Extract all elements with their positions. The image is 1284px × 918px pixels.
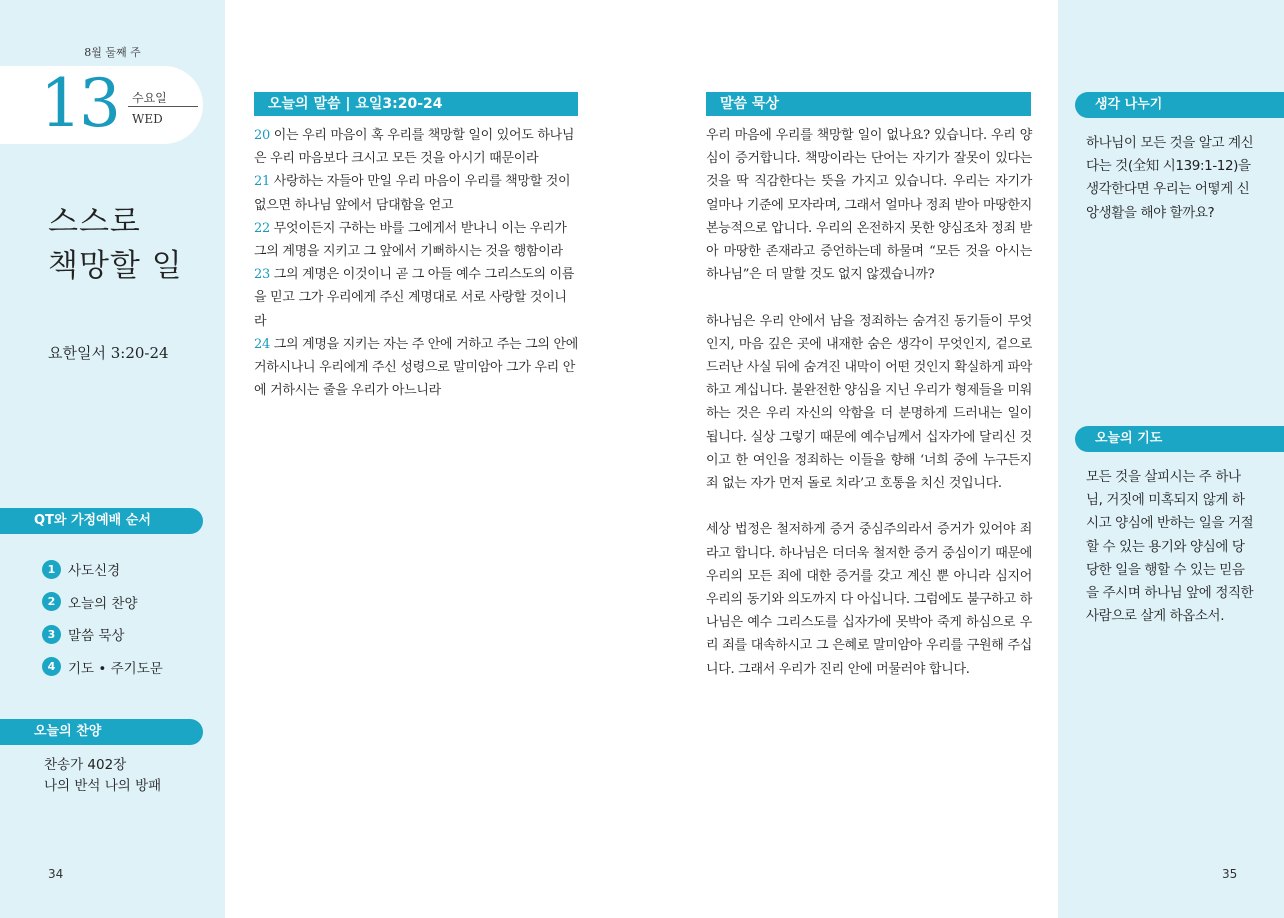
qt-order-list <box>42 553 163 683</box>
step-number-badge: 1 <box>42 560 61 579</box>
step-label: 사도신경 <box>68 563 121 580</box>
verse <box>254 263 578 333</box>
verse-number: 23 <box>254 267 270 283</box>
day-english: WED <box>132 112 163 126</box>
verse-text: 사랑하는 자들아 만일 우리 마음이 우리를 책망할 것이 없으면 하나님 앞에서 담대함을 얻고 <box>254 174 571 213</box>
meditation-body <box>706 124 1032 704</box>
verse <box>254 170 578 216</box>
sharing-question: 하나님이 모든 것을 알고 계신다는 것(全知 시139:1-12)을 생각한다면 우리는 어떻게 신앙생활을 해야 할까요? <box>1086 135 1254 221</box>
verse <box>254 124 578 170</box>
page-number-right: 35 <box>1222 867 1238 881</box>
page-title <box>48 200 218 288</box>
hymn-info <box>44 755 161 797</box>
verse <box>254 333 578 403</box>
title-line-1: 스스로 <box>48 204 141 240</box>
day-korean: 수요일 <box>132 91 167 105</box>
todays-word-heading: 오늘의 말씀 | 요일3:20-24 <box>254 92 578 116</box>
step-label: 오늘의 찬양 <box>68 595 138 612</box>
verse-number: 22 <box>254 220 270 236</box>
prayer-heading: 오늘의 기도 <box>1075 426 1284 452</box>
verse-text: 이는 우리 마음이 혹 우리를 책망할 일이 있어도 하나님은 우리 마음보다 크시고 모든 것을 아시기 때문이라 <box>254 128 575 167</box>
meditation-paragraph: 세상 법정은 철저하게 증거 중심주의라서 증거가 있어야 죄라고 합니다. 하나님은 더더욱 철저한 증거 중심이기 때문에 우리의 모든 죄에 대한 증거를 갖고 계신 뿐 아니라 심지어 우리의 동기와 의도까지 다 아십니다. 그럼에도 불구하고 하나님은 예수 그리스도를 십자가에 못박아 죽게 하심으로 우리 죄를 대속하시고 그 은혜로 말미암아 우리를 구원해 주십니다. 그래서 우리가 진리 안에 머물러야 합니다. <box>706 522 1032 677</box>
date-divider <box>128 106 198 107</box>
hymn-heading: 오늘의 찬양 <box>0 719 203 745</box>
step-number-badge: 3 <box>42 625 61 644</box>
verse-list <box>254 124 578 402</box>
verse-number: 24 <box>254 336 270 352</box>
list-item <box>42 651 163 684</box>
page-number-left: 34 <box>48 867 64 881</box>
step-label: 기도 • 주기도문 <box>68 660 163 677</box>
meditation-heading: 말씀 묵상 <box>706 92 1031 116</box>
step-number-badge: 2 <box>42 592 61 611</box>
verse-number: 21 <box>254 174 270 190</box>
verse-text: 그의 계명은 이것이니 곧 그 아들 예수 그리스도의 이름을 믿고 그가 우리에게 주신 계명대로 서로 사랑할 것이니라 <box>254 267 575 329</box>
list-item <box>42 553 163 586</box>
hymn-number: 찬송가 402장 <box>44 757 127 773</box>
step-number-badge: 4 <box>42 657 61 676</box>
step-label: 말씀 묵상 <box>68 628 125 645</box>
title-line-2: 책망할 일 <box>48 248 183 284</box>
list-item <box>42 586 163 619</box>
prayer-text: 모든 것을 살피시는 주 하나님, 거짓에 미혹되지 않게 하시고 양심에 반하는 일을 거절할 수 있는 용기와 양심에 당당한 일을 행할 수 있는 믿음을 주시며 하나님 앞에 정직한 사람으로 살게 하옵소서. <box>1086 469 1254 625</box>
list-item <box>42 618 163 651</box>
week-label: 8월 둘째 주 <box>84 46 141 59</box>
date-number: 13 <box>40 65 118 142</box>
qt-order-heading: QT와 가정예배 순서 <box>0 508 203 534</box>
verse-number: 20 <box>254 128 270 143</box>
hymn-title: 나의 반석 나의 방패 <box>44 778 162 794</box>
verse-text: 무엇이든지 구하는 바를 그에게서 받나니 이는 우리가 그의 계명을 지키고 그 앞에서 기뻐하시는 것을 행함이라 <box>254 220 567 260</box>
meditation-paragraph: 우리 마음에 우리를 책망할 일이 없나요? 있습니다. 우리 양심이 증거합니다. 책망이라는 단어는 자기가 잘못이 있다는 것을 딱 직감한다는 뜻을 가지고 있습니다. 우리는 자기가 얼마나 기준에 모자라며, 그래서 얼마나 정죄 받아 마땅한지 본능적으로 압니다. 우리의 온전하지 못한 양심조차 정죄 받아 마땅한 존재라고 증언하는데 하물며 “모든 것을 아시는 하나님”은 더 말할 것도 없지 않겠습니까? <box>706 128 1032 283</box>
verse <box>254 217 578 263</box>
verse-text: 그의 계명을 지키는 자는 주 안에 거하고 주는 그의 안에 거하시나니 우리에게 주신 성령으로 말미암아 그가 우리 안에 거하시는 줄을 우리가 아느니라 <box>254 336 578 399</box>
meditation-paragraph: 하나님은 우리 안에서 남을 정죄하는 숨겨진 동기들이 무엇인지, 마음 깊은 곳에 내재한 숨은 생각이 무엇인지, 겉으로 드러난 사실 뒤에 숨겨진 내막이 어떤 것인지 확실하게 파악하고 계십니다. 불완전한 양심을 지닌 우리가 형제들을 미워하는 것은 우리 자신의 악함을 더 분명하게 드러내는 일이 됩니다. 실상 그렇기 때문에 예수님께서 십자가에 달리신 것이고 한 여인을 정죄하는 이들을 향해 ‘너희 중에 누구든지 죄 없는 자가 먼저 돌로 치라’고 호통을 치신 것입니다. <box>706 313 1032 492</box>
sharing-heading: 생각 나누기 <box>1075 92 1284 118</box>
scripture-reference: 요한일서 3:20-24 <box>48 344 169 362</box>
